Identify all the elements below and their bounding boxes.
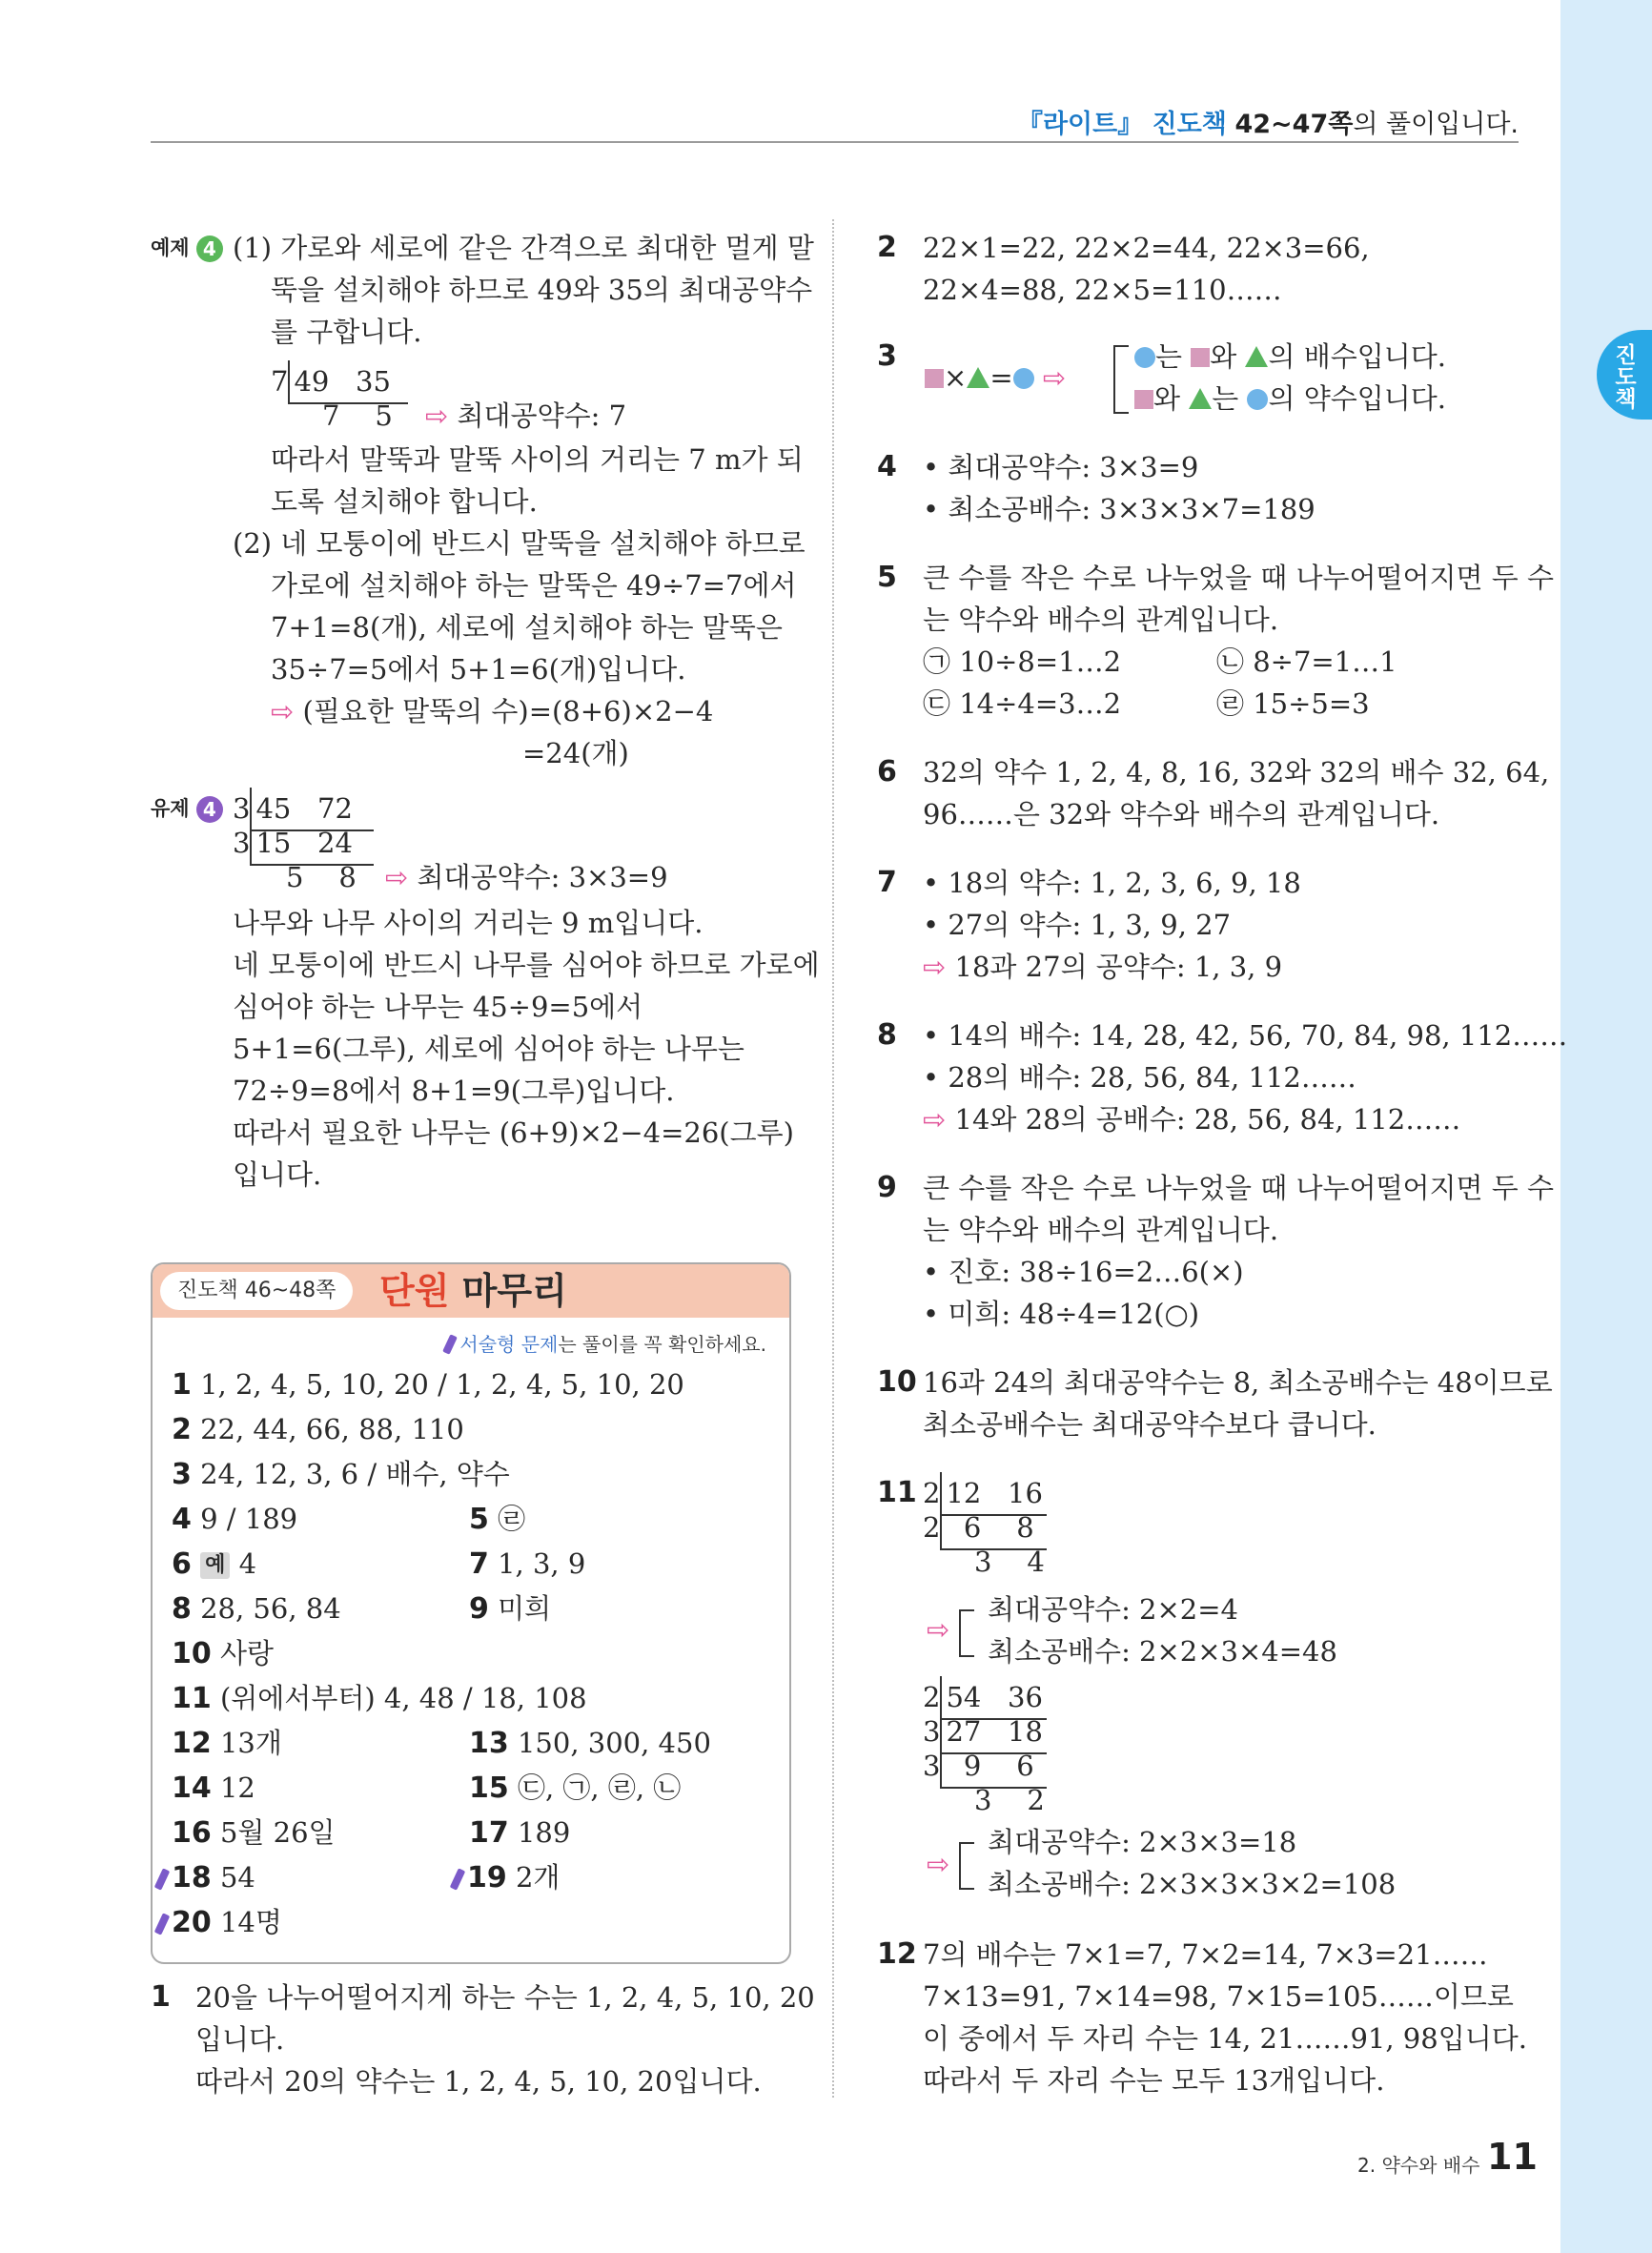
question-number: 1 [151,1980,171,2014]
answer-row: 16 5월 26일 [172,1816,336,1850]
page-header [1017,103,1519,140]
text-line: ⇨ (필요한 말뚝의 수)=(8+6)×2−4 [271,695,714,727]
unit-review-box [151,1262,791,1964]
division-quotient: 5 8 [286,861,357,893]
arrow-icon: ⇨ [927,1848,950,1880]
text-line: 뚝을 설치해야 하므로 49와 35의 최대공약수 [271,274,813,306]
text-line: 20을 나누어떨어지게 하는 수는 1, 2, 4, 5, 10, 20 [195,1981,815,2014]
text-line: ㉠ 10÷8=1…2 [923,645,1122,678]
answer-row: 6 예 4 [172,1547,257,1581]
answer-row: 18 54 [158,1858,255,1897]
text-line: • 진호: 38÷16=2…6(×) [923,1256,1244,1288]
division-ladder: 2 12 16 [923,1472,1047,1516]
question-number: 8 [877,1018,897,1052]
shape-equation: × = ⇨ [925,357,1066,399]
question-number: 10 [877,1365,917,1399]
text-line: 32의 약수 1, 2, 4, 8, 16, 32와 32의 배수 32, 64, [923,756,1550,789]
division-ladder: 3 27 18 [923,1710,1047,1754]
text-line: 는 약수와 배수의 관계입니다. [923,604,1279,636]
answer-row: 1 1, 2, 4, 5, 10, 20 / 1, 2, 4, 5, 10, 20 [172,1368,684,1402]
question-number: 9 [877,1171,897,1204]
text-line: 따라서 두 자리 수는 모두 13개입니다. [923,2064,1385,2097]
text-line: 네 모퉁이에 반드시 나무를 심어야 하므로 가로에 [233,949,820,981]
text-line: (2) 네 모퉁이에 반드시 말뚝을 설치해야 하므로 [233,527,806,560]
square-icon [1191,348,1210,367]
answer-row: 19 2개 [454,1858,560,1897]
division-quotient: 3 2 [974,1784,1045,1816]
text-line: 따라서 20의 약수는 1, 2, 4, 5, 10, 20입니다. [195,2065,762,2098]
triangle-icon [1245,346,1268,367]
answer-row: 4 9 / 189 [172,1503,298,1536]
text-line: ⇨ 14와 28의 공배수: 28, 56, 84, 112…… [923,1103,1461,1136]
circle-icon [1247,389,1268,410]
arrow-icon: ⇨ [927,1613,950,1646]
text-line: 를 구합니다. [271,316,422,348]
answer-row: 20 14명 [158,1903,282,1942]
text-line: • 18의 약수: 1, 2, 3, 6, 9, 18 [923,867,1301,899]
exercise-label: 유제 4 [151,788,223,830]
unit-review-header [153,1264,789,1318]
division-quotient: 7 5 [322,399,393,432]
text-line: 최소공배수는 최대공약수보다 큽니다. [923,1408,1377,1441]
header-suffix: 의 풀이입니다. [1353,110,1519,139]
example-number-badge: 4 [196,236,223,262]
unit-review-title: 단원 마무리 [379,1270,567,1312]
answer-row: 2 22, 44, 66, 88, 110 [172,1413,464,1446]
text-line: 7×13=91, 7×14=98, 7×15=105……이므로 [923,1980,1514,2013]
question-number: 5 [877,561,897,594]
arrow-icon: ⇨ [271,695,295,727]
text-line: 심어야 하는 나무는 45÷9=5에서 [233,991,643,1023]
question-number: 6 [877,755,897,789]
text-line: 22×4=88, 22×5=110…… [923,274,1282,306]
arrow-icon: ⇨ [923,951,947,983]
text-line: • 27의 약수: 1, 3, 9, 27 [923,909,1232,941]
text-line: 가로에 설치해야 하는 말뚝은 49÷7=7에서 [271,569,797,602]
text-line: 72÷9=8에서 8+1=9(그루)입니다. [233,1075,675,1107]
circle-icon [1013,368,1034,389]
header-pages: 42~47쪽 [1234,110,1354,139]
text-line: 큰 수를 작은 수로 나누었을 때 나누어떨어지면 두 수 [923,1172,1555,1204]
text-line: 따라서 말뚝과 말뚝 사이의 거리는 7 m가 되 [271,443,804,476]
text-line: • 28의 배수: 28, 56, 84, 112…… [923,1061,1356,1094]
text-line: 큰 수를 작은 수로 나누었을 때 나누어떨어지면 두 수 [923,562,1555,594]
text-line: • 최대공약수: 3×3=9 [923,451,1199,483]
bracket [959,1842,974,1890]
question-number: 3 [877,339,897,373]
question-number: 12 [877,1937,917,1971]
division-quotient: 3 4 [974,1546,1045,1578]
arrow-icon: ⇨ [385,861,409,893]
descriptive-note: 서술형 문제는 풀이를 꼭 확인하세요. [446,1329,766,1357]
answer-row: 10 사랑 [172,1637,274,1670]
answer-row: 17 189 [469,1816,571,1850]
text-line: 입니다. [195,2023,285,2056]
column-divider [832,219,834,2098]
division-ladder: 2 54 36 [923,1676,1047,1720]
bracket [959,1609,974,1657]
division-result: ⇨ 최대공약수: 7 [425,399,627,432]
header-rule [151,141,1519,143]
answer-row: 12 13개 [172,1727,282,1760]
text-line: 16과 24의 최대공약수는 8, 최소공배수는 48이므로 [923,1366,1553,1399]
answer-row: 8 28, 56, 84 [172,1592,341,1626]
question-number: 4 [877,450,897,483]
answer-row: 9 미희 [469,1592,552,1626]
text-line: 최대공약수: 2×2=4 [988,1593,1239,1626]
pencil-icon [154,1913,171,1935]
text-line: 와 는 의 약수입니다. [1134,378,1446,420]
text-line: ㉢ 14÷4=3…2 [923,687,1122,720]
text-line: 22×1=22, 22×2=44, 22×3=66, [923,232,1370,264]
text-line: 따라서 필요한 나무는 (6+9)×2−4=26(그루) [233,1116,794,1149]
text-line: 나무와 나무 사이의 거리는 9 m입니다. [233,907,704,939]
text-line: 는 약수와 배수의 관계입니다. [923,1214,1279,1246]
division-result: ⇨ 최대공약수: 3×3=9 [385,861,668,893]
pencil-icon [443,1334,459,1355]
square-icon [1134,390,1153,409]
answer-row: 7 1, 3, 9 [469,1547,586,1581]
triangle-icon [1189,388,1212,409]
division-ladder: 3 45 72 [233,788,374,831]
circle-icon [1134,347,1155,368]
text-line: 최소공배수: 2×3×3×3×2=108 [988,1868,1397,1900]
text-line: =24(개) [522,737,629,769]
text-line: ㉣ 15÷5=3 [1216,687,1370,720]
text-line: • 14의 배수: 14, 28, 42, 56, 70, 84, 98, 112…… [923,1019,1568,1052]
text-line: (1) 가로와 세로에 같은 간격으로 최대한 멀게 말 [233,232,814,264]
pencil-icon [450,1868,466,1890]
arrow-icon: ⇨ [1042,361,1067,394]
answer-row: 3 24, 12, 3, 6 / 배수, 약수 [172,1458,510,1491]
page-number: 11 [1487,2136,1538,2178]
answer-row: 14 12 [172,1772,255,1805]
page-range-tag: 진도책 46~48쪽 [160,1272,353,1310]
text-line: 최소공배수: 2×2×3×4=48 [988,1635,1337,1668]
text-line: ㉡ 8÷7=1…1 [1216,645,1397,678]
question-number: 11 [877,1476,917,1509]
text-line: 35÷7=5에서 5+1=6(개)입니다. [271,653,686,686]
text-line: 7+1=8(개), 세로에 설치해야 하는 말뚝은 [271,611,783,644]
text-line: 7의 배수는 7×1=7, 7×2=14, 7×3=21…… [923,1938,1488,1971]
question-number: 7 [877,866,897,899]
division-ladder: 7 49 35 [271,360,408,404]
arrow-icon: ⇨ [923,1103,947,1136]
division-ladder: 2 6 8 [923,1506,1047,1550]
answer-row: 15 ㉢, ㉠, ㉣, ㉡ [469,1772,682,1805]
header-book: 『라이트』 진도책 [1016,110,1227,139]
text-line: ⇨ 18과 27의 공약수: 1, 3, 9 [923,951,1283,983]
arrow-icon: ⇨ [425,399,449,432]
square-icon [925,369,944,388]
text-line: 최대공약수: 2×3×3=18 [988,1826,1297,1858]
text-line: 는 와 의 배수입니다. [1134,336,1446,378]
pencil-icon [154,1868,171,1890]
exercise-number-badge: 4 [196,796,223,823]
example-badge: 예 [200,1552,230,1579]
text-line: • 최소공배수: 3×3×3×7=189 [923,493,1315,525]
text-line: 이 중에서 두 자리 수는 14, 21……91, 98입니다. [923,2022,1527,2055]
answer-row: 5 ㉣ [469,1503,526,1536]
text-line: 도록 설치해야 합니다. [271,485,538,518]
division-ladder: 3 9 6 [923,1745,1047,1789]
text-line: • 미희: 48÷4=12(○) [923,1298,1200,1330]
bracket [1113,345,1129,414]
side-tab-label: 진도책 [1611,343,1636,409]
division-ladder: 3 15 24 [233,822,374,866]
answer-row: 13 150, 300, 450 [469,1727,711,1760]
triangle-icon [967,367,989,388]
answer-row: 11 (위에서부터) 4, 48 / 18, 108 [172,1682,587,1715]
question-number: 2 [877,231,897,264]
text-line: 96……은 32와 약수와 배수의 관계입니다. [923,798,1440,830]
example-label: 예제 4 [151,227,223,269]
text-line: 입니다. [233,1158,322,1191]
chapter-footer: 2. 약수와 배수 [1357,2154,1480,2177]
text-line: 5+1=6(그루), 세로에 심어야 하는 나무는 [233,1033,744,1065]
